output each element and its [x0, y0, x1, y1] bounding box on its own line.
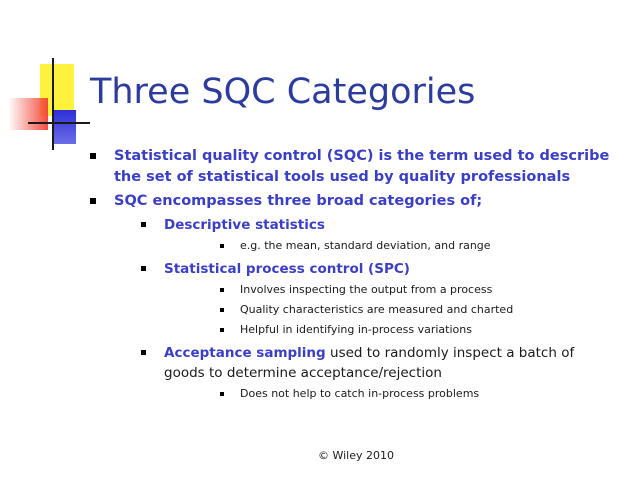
- detail-list: [164, 280, 610, 340]
- bullet-text: Statistical quality control (SQC) is the term used to describe the set of statistical tools used by quality professionals: [114, 148, 610, 185]
- square-bullet-icon: [141, 350, 146, 355]
- category-label: Descriptive statistics: [164, 217, 325, 233]
- detail-item: [218, 384, 610, 404]
- square-bullet-icon: [220, 392, 224, 396]
- detail-text: Quality characteristics are measured and charted: [240, 303, 514, 316]
- slide-title: Three SQC Categories: [90, 72, 476, 112]
- detail-text: Helpful in identifying in-process variations: [240, 323, 472, 336]
- detail-list: [164, 236, 610, 256]
- square-bullet-icon: [220, 328, 224, 332]
- square-bullet-icon: [141, 222, 146, 227]
- category-description: used to randomly inspect a batch of goods to determine acceptance/rejection: [164, 345, 575, 381]
- bullet-sqc-definition: [90, 146, 610, 188]
- square-bullet-icon: [90, 153, 96, 159]
- category-label: Statistical process control (SPC): [164, 261, 410, 277]
- category-descriptive-statistics: [140, 215, 610, 256]
- square-bullet-icon: [141, 266, 146, 271]
- detail-text: Involves inspecting the output from a process: [240, 283, 493, 296]
- detail-item: [218, 280, 610, 300]
- square-bullet-icon: [220, 244, 224, 248]
- logo-blue-block: [54, 110, 76, 144]
- category-acceptance-sampling: [140, 343, 610, 404]
- logo-horizontal-line: [28, 122, 90, 124]
- square-bullet-icon: [220, 288, 224, 292]
- bullet-sqc-categories: [90, 191, 610, 404]
- square-bullet-icon: [90, 198, 96, 204]
- bullet-text: SQC encompasses three broad categories of;: [114, 193, 483, 209]
- detail-text: Does not help to catch in-process problems: [240, 387, 480, 400]
- detail-item: [218, 236, 610, 256]
- detail-text: e.g. the mean, standard deviation, and range: [240, 239, 491, 252]
- category-label: Acceptance sampling: [164, 345, 326, 361]
- bullet-list: [90, 146, 610, 404]
- detail-item: [218, 300, 610, 320]
- detail-list: [164, 384, 610, 404]
- slide-content: [90, 146, 610, 407]
- category-list: [114, 215, 610, 404]
- logo-red-block: [8, 98, 48, 130]
- detail-item: [218, 320, 610, 340]
- copyright-footer: © Wiley 2010: [317, 449, 394, 462]
- logo-vertical-line: [52, 58, 54, 150]
- square-bullet-icon: [220, 308, 224, 312]
- category-statistical-process-control: [140, 259, 610, 340]
